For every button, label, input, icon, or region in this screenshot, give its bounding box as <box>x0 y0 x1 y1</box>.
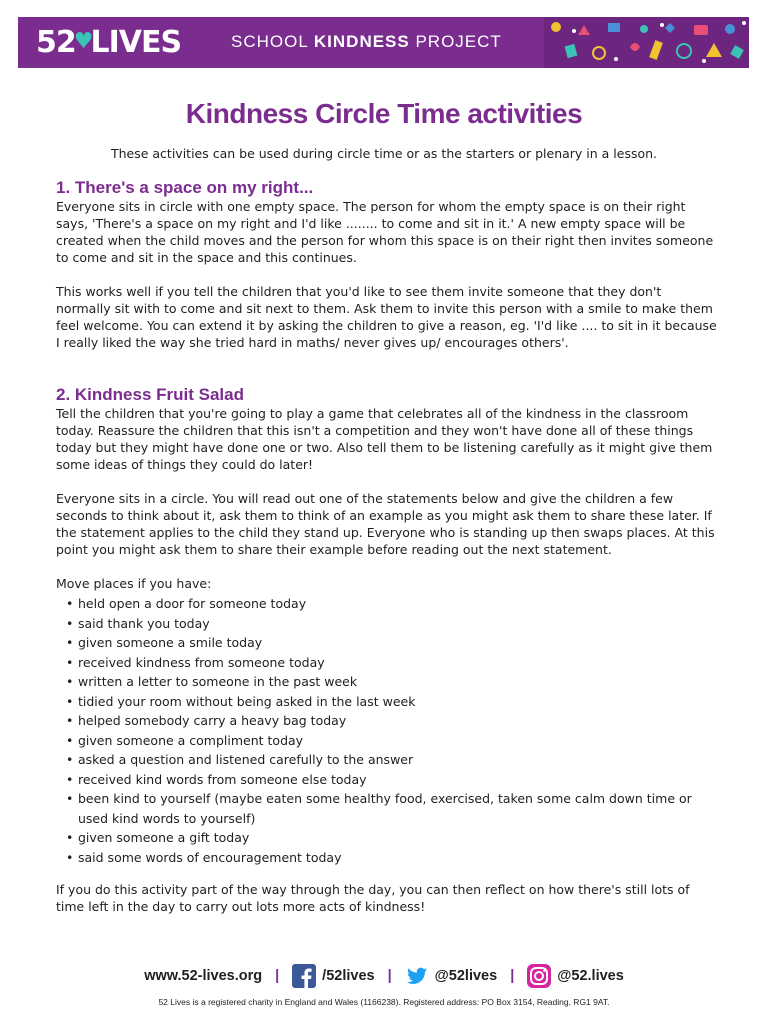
decorative-pattern <box>544 17 749 68</box>
list-item: • said some words of encouragement today <box>66 848 718 868</box>
list-item: • given someone a compliment today <box>66 731 718 751</box>
list-item: • received kind words from someone else today <box>66 770 718 790</box>
footer-links <box>0 964 768 988</box>
bullet-icon: • <box>66 849 74 865</box>
bullet-icon: • <box>66 713 74 728</box>
list-item: • held open a door for someone today <box>66 594 718 614</box>
list-item: • said thank you today <box>66 614 718 634</box>
statement-list <box>56 594 718 867</box>
list-item: • been kind to yourself (maybe eaten some healthy food, exercised, taken some calm down time or used kind words to yourself) <box>66 791 692 826</box>
project-part1: SCHOOL <box>231 32 314 51</box>
section1-paragraph-1: Everyone sits in circle with one empty space. The person for whom the empty space is on their right says, 'There's a space on my right and I'd like ........ to come and sit in it.' A new empty space will be created when the child moves and the person for whom this space is on their right then invites someone to come and sit in the space and this continues. <box>56 199 714 265</box>
list-item: • helped somebody carry a heavy bag today <box>66 711 718 731</box>
instagram-link[interactable]: @52.lives <box>557 968 624 984</box>
separator: | <box>275 968 280 984</box>
list-item: • given someone a smile today <box>66 633 718 653</box>
section2-heading: 2. Kindness Fruit Salad <box>56 385 244 404</box>
facebook-link[interactable]: /52lives <box>322 968 375 984</box>
list-item: • given someone a gift today <box>66 828 718 848</box>
twitter-icon <box>405 964 429 988</box>
section1-paragraph-2: This works well if you tell the children that you'd like to see them invite someone that they don't normally sit with to come and sit next to them. Ask them to invite this person with a smile to make them feel welcome. You can extend it by asking the children to give a reason, eg. 'I'd like .... to sit in it because I really liked the way she tried hard in maths/ never gives up/ encourages others'. <box>56 284 717 350</box>
list-item: • asked a question and listened carefully to the answer <box>66 750 718 770</box>
section2-paragraph-1: Tell the children that you're going to play a game that celebrates all of the kindness in the classroom today. Reassure the children that this isn't a competition and they won't have done all of these things today but they might have done one or two. Also tell them to be listening carefully as it might give them some ideas of things they could do later! <box>56 406 713 472</box>
project-kindness: KINDNESS <box>313 32 410 51</box>
project-part2: PROJECT <box>409 32 502 51</box>
bullet-icon: • <box>66 830 74 845</box>
list-item: • tidied your room without being asked in the last week <box>66 692 718 712</box>
bullet-icon: • <box>66 615 74 631</box>
list-item: • received kindness from someone today <box>66 653 718 673</box>
main-content <box>56 178 718 915</box>
bullet-icon: • <box>66 693 74 709</box>
bullet-icon: • <box>66 752 74 767</box>
bullet-icon: • <box>66 596 74 611</box>
list-item: • written a letter to someone in the past week <box>66 672 718 692</box>
bullet-icon: • <box>66 732 74 748</box>
instagram-icon <box>527 964 551 988</box>
logo-number: 52 <box>36 24 76 60</box>
intro-text: These activities can be used during circle time or as the starters or plenary in a lesson. <box>110 146 658 161</box>
bullet-icon: • <box>66 791 74 806</box>
page-title: Kindness Circle Time activities <box>185 98 583 129</box>
separator: | <box>387 968 392 984</box>
list-intro: Move places if you have: <box>56 576 212 591</box>
bullet-icon: • <box>66 771 74 787</box>
bullet-icon: • <box>66 635 74 650</box>
facebook-icon <box>292 964 316 988</box>
separator: | <box>510 968 515 984</box>
charity-note: 52 Lives is a registered charity in England and Wales (1166238). Registered address: PO Box 3154, Reading, RG1 9AT. <box>158 997 610 1007</box>
heart-icon: ♥ <box>73 28 93 54</box>
bullet-icon: • <box>66 674 74 689</box>
logo-word: LIVES <box>90 24 182 60</box>
section2-paragraph-2: Everyone sits in a circle. You will read out one of the statements below and give the children a few seconds to think about it, ask them to think of an example as you might ask them to share these later. If the statement applies to the child they stand up. Everyone who is standing up then swaps places. At this point you might ask them to share their example before reading out the next statement. <box>56 491 715 557</box>
website-link[interactable]: www.52-lives.org <box>144 968 263 984</box>
bullet-icon: • <box>66 654 74 670</box>
closing-paragraph: If you do this activity part of the way through the day, you can then reflect on how there's still lots of time left in the day to carry out lots more acts of kindness! <box>56 882 690 914</box>
header-banner <box>18 17 749 68</box>
project-name <box>231 32 502 52</box>
logo <box>36 24 181 60</box>
twitter-link[interactable]: @52lives <box>434 968 498 984</box>
section1-heading: 1. There's a space on my right... <box>56 178 314 197</box>
